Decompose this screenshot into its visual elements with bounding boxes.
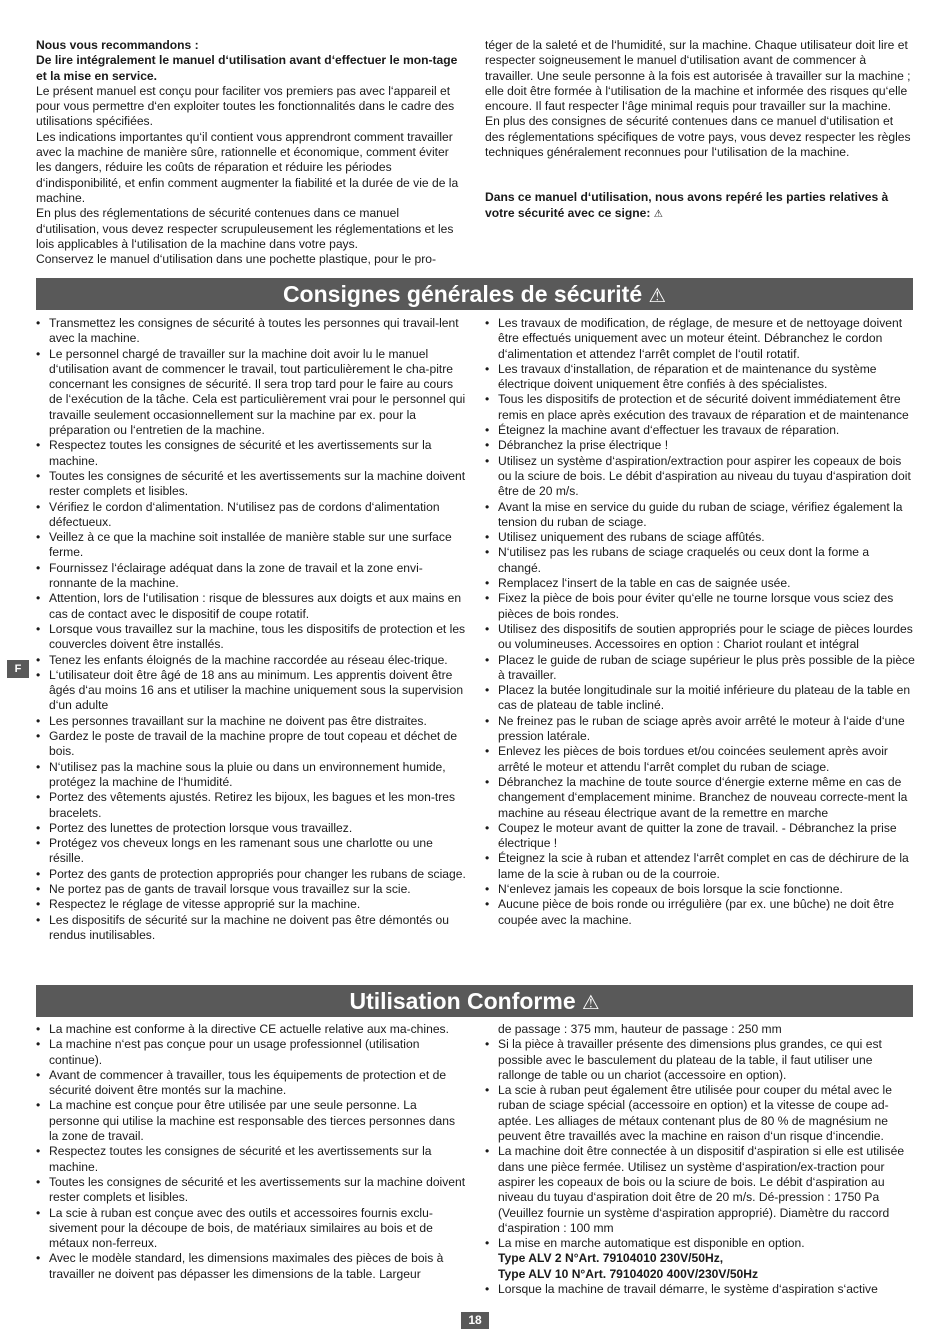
safety-sign-note xyxy=(485,190,913,222)
usage-list-left xyxy=(36,1022,466,1282)
list-item: • Respectez toutes les consignes de sécurité et les avertissements sur la machine. xyxy=(36,438,466,469)
list-item: • Respectez le réglage de vitesse approprié sur la machine. xyxy=(36,897,466,912)
intro-heading: Nous vous recommandons : xyxy=(36,38,199,52)
list-item: • Tenez les enfants éloignés de la machine raccordée au réseau élec-trique. xyxy=(36,653,466,668)
list-item: • Portez des lunettes de protection lorsque vous travaillez. xyxy=(36,821,466,836)
list-item: • Fixez la pièce de bois pour éviter qu‘elle ne tourne lorsque vous sciez des pièces de bois rondes. xyxy=(485,591,915,622)
list-item: • Portez des vêtements ajustés. Retirez les bijoux, les bagues et les mon-tres bracelets. xyxy=(36,790,466,821)
section2-right-column xyxy=(485,1022,915,1297)
list-item: • Les dispositifs de sécurité sur la machine ne doivent pas être démontés ou rendus inutilisables. xyxy=(36,913,466,944)
list-item: • Lorsque la machine de travail démarre, le système d‘aspiration s‘active xyxy=(485,1282,915,1297)
model-type-line-2: Type ALV 10 N°Art. 79104020 400V/230V/50Hz xyxy=(498,1266,759,1281)
list-item: • Éteignez la scie à ruban et attendez l‘arrêt complet en cas de déchirure de la lame de la scie à ruban ou de la courroie. xyxy=(485,851,915,882)
warning-icon: ⚠ xyxy=(653,208,663,220)
section1-left-column xyxy=(36,316,466,943)
list-item: • La scie à ruban est conçue avec des outils et accessoires fournis exclu-sivement pour la découpe de bois, de matériaux similaires au bois et de métaux non-ferreux. xyxy=(36,1206,466,1252)
list-item: • N‘enlevez jamais les copeaux de bois lorsque la scie fonctionne. xyxy=(485,882,915,897)
list-item: • Remplacez l‘insert de la table en cas de saignée usée. xyxy=(485,576,915,591)
list-item: • Placez le guide de ruban de sciage supérieur le plus près possible de la pièce à travailler. xyxy=(485,653,915,684)
list-item: • Transmettez les consignes de sécurité à toutes les personnes qui travail-lent avec la machine. xyxy=(36,316,466,347)
safety-list-left xyxy=(36,316,466,943)
list-item: • Vérifiez le cordon d‘alimentation. N‘utilisez pas de cordons d‘alimentation défectueux. xyxy=(36,500,466,531)
language-tab: F xyxy=(7,660,29,678)
list-item: • Toutes les consignes de sécurité et les avertissements sur la machine doivent rester complets et lisibles. xyxy=(36,469,466,500)
list-item: • Le personnel chargé de travailler sur la machine doit avoir lu le manuel d‘utilisation avant de commencer le travail, tout particulièrement le cha-pitre concernant les consignes de sécurité. Il sera trop tard pour le faire au cours de l‘exécution de la tâche. Cela est particulièrement vrai pour le personnel qui travaille seulement occasionnellement sur la machine par ex. pour la préparation ou l‘entretien de la machine. xyxy=(36,347,466,439)
page-number: 18 xyxy=(461,1312,489,1329)
list-item: • La mise en marche automatique est disponible en option. xyxy=(485,1236,915,1251)
list-item: • Respectez toutes les consignes de sécurité et les avertissements sur la machine. xyxy=(36,1144,466,1175)
list-item: • Les travaux de modification, de réglage, de mesure et de nettoyage doivent être effectués uniquement avec un moteur éteint. Débranchez le cordon d‘alimentation et attendez l‘arrêt complet de l‘outil rotatif. xyxy=(485,316,915,362)
list-item: • Les travaux d‘installation, de réparation et de maintenance du système électrique doivent uniquement être confiés à des spécialistes. xyxy=(485,362,915,393)
intro-paragraph-1: Le présent manuel est conçu pour faciliter vos premiers pas avec l‘appareil et pour vous permettre d‘en exploiter toutes les fonctionnalités dans le cadre des utilisations spécifiées. xyxy=(36,83,455,129)
intro-paragraph-2: Les indications importantes qu‘il contient vous apprendront comment travailler avec la machine de manière sûre, rationnelle et économique, comment éviter les dangers, réduire les coûts de réparation et réduire les périodes d‘indisponibilité, et enfin comment augmenter la fiabilité et la durée de vie de la machine. xyxy=(36,129,459,205)
list-item: • Éteignez la machine avant d‘effectuer les travaux de réparation. xyxy=(485,423,915,438)
section1-right-column xyxy=(485,316,915,928)
list-item: • Tous les dispositifs de protection et de sécurité doivent immédiatement être remis en place après exécution des travaux de réparation et de maintenance xyxy=(485,392,915,423)
list-item: • Coupez le moteur avant de quitter la zone de travail. - Débranchez la prise électrique ! xyxy=(485,821,915,852)
list-item: • Fournissez l‘éclairage adéquat dans la zone de travail et la zone envi-ronnante de la machine. xyxy=(36,561,466,592)
list-item: • Ne freinez pas le ruban de sciage après avoir arrêté le moteur à l‘aide d‘une pression latérale. xyxy=(485,714,915,745)
list-item: • N‘utilisez pas les rubans de sciage craquelés ou ceux dont la forme a changé. xyxy=(485,545,915,576)
section-title: Utilisation Conforme xyxy=(349,988,576,1014)
warning-icon: ⚠ xyxy=(648,285,667,307)
list-item: • L‘utilisateur doit être âgé de 18 ans au minimum. Les apprentis doivent être âgés d‘au moins 16 ans et utiliser la machine uniquement sous la supervision d‘un adulte xyxy=(36,668,466,714)
intro-left-column xyxy=(36,38,464,267)
section-banner-consignes xyxy=(36,278,913,310)
list-item: • Utilisez un système d‘aspiration/extraction pour aspirer les copeaux de bois ou la sciure de bois. Le débit d‘aspiration au niveau du tuyau d‘aspiration doit être de 20 m/s. xyxy=(485,454,915,500)
list-item: • Gardez le poste de travail de la machine propre de tout copeau et déchet de bois. xyxy=(36,729,466,760)
intro-subheading: De lire intégralement le manuel d‘utilisation avant d‘effectuer le mon-tage et la mise en service. xyxy=(36,53,458,83)
list-item: • Utilisez uniquement des rubans de sciage affûtés. xyxy=(485,530,915,545)
intro-right-paragraph-1: téger de la saleté et de l‘humidité, sur la machine. Chaque utilisateur doit lire et respecter soigneusement le manuel d‘utilisation avant de commencer à travailler. Une seule personne à la fois est autorisée à travailler sur la machine ; elle doit être formée à l‘utilisation de la machine et informée des risques qu‘elle encoure. Il faut respecter l‘âge minimal requis pour travailler sur la machine. xyxy=(485,38,911,114)
usage-list-right-end xyxy=(485,1282,915,1297)
list-item: • Avant de commencer à travailler, tous les équipements de protection et de sécurité doivent être montés sur la machine. xyxy=(36,1068,466,1099)
list-item: • Portez des gants de protection appropriés pour changer les rubans de sciage. xyxy=(36,867,466,882)
section-banner-utilisation xyxy=(36,985,913,1017)
list-item: • La machine est conçue pour être utilisée par une seule personne. La personne qui utilise la machine est responsable des tierces personnes dans la zone de travail. xyxy=(36,1098,466,1144)
list-item: • Les personnes travaillant sur la machine ne doivent pas être distraites. xyxy=(36,714,466,729)
usage-list-right xyxy=(485,1037,915,1251)
list-item: • Ne portez pas de gants de travail lorsque vous travaillez sur la scie. xyxy=(36,882,466,897)
list-item: • La machine doit être connectée à un dispositif d‘aspiration si elle est utilisée dans une pièce fermée. Utilisez un système d‘aspiration/ex-traction pour aspirer les copeaux de bois ou la sciure de bois. Le débit d‘aspiration au niveau du tuyau d‘aspiration doit être de 20 m/s. Dé-pression : 1750 Pa (Veuillez fournie un système d‘aspiration approprié). Diamètre du raccord d‘aspiration : 100 mm xyxy=(485,1144,915,1236)
list-item: • La machine est conforme à la directive CE actuelle relative aux ma-chines. xyxy=(36,1022,466,1037)
list-item: • Débranchez la machine de toute source d‘énergie externe même en cas de changement d‘emplacement minime. Branchez de nouveau correcte-ment la machine au réseau électrique avant de la remettre en marche xyxy=(485,775,915,821)
intro-right-column xyxy=(485,38,913,222)
section-title: Consignes générales de sécurité xyxy=(282,281,643,307)
list-item: • Aucune pièce de bois ronde ou irrégulière (par ex. une bûche) ne doit être coupée avec la machine. xyxy=(485,897,915,928)
list-item: • La scie à ruban peut également être utilisée pour couper du métal avec le ruban de sciage spécial (accessoire en option) et la vitesse de coupe ad-aptée. Les alliages de métaux contenant plus de 80 % de magnésium ne peuvent être travaillés avec la machine en raison d‘un risque d‘incendie. xyxy=(485,1083,915,1144)
list-item: • Attention, lors de l‘utilisation : risque de blessures aux doigts et aux mains en cas de contact avec le dispositif de coupe rotatif. xyxy=(36,591,466,622)
safety-list-right xyxy=(485,316,915,928)
continuation-text: de passage : 375 mm, hauteur de passage : 250 mm xyxy=(498,1022,782,1036)
list-item: • Si la pièce à travailler présente des dimensions plus grandes, ce qui est possible avec le basculement du plateau de la table, il faut utiliser une rallonge de table ou un chariot (accessoire en option). xyxy=(485,1037,915,1083)
list-item: • N‘utilisez pas la machine sous la pluie ou dans un environnement humide, protégez la machine de l‘humidité. xyxy=(36,760,466,791)
list-item: • Veillez à ce que la machine soit installée de manière stable sur une surface ferme. xyxy=(36,530,466,561)
model-type-line-1: Type ALV 2 N°Art. 79104010 230V/50Hz, xyxy=(498,1251,724,1266)
list-item: • Débranchez la prise électrique ! xyxy=(485,438,915,453)
list-item: • Toutes les consignes de sécurité et les avertissements sur la machine doivent rester complets et lisibles. xyxy=(36,1175,466,1206)
intro-right-paragraph-2: En plus des consignes de sécurité contenues dans ce manuel d‘utilisation et des réglementations spécifiques de votre pays, vous devez respecter les règles techniques généralement reconnues pour l‘utilisation de la machine. xyxy=(485,114,911,160)
list-item: • Avec le modèle standard, les dimensions maximales des pièces de bois à travailler ne doivent pas dépasser les dimensions de la table. Largeur xyxy=(36,1251,466,1282)
list-item: • Enlevez les pièces de bois tordues et/ou coincées seulement après avoir arrêté le moteur et attendu l‘arrêt complet du ruban de sciage. xyxy=(485,744,915,775)
warning-icon: ⚠ xyxy=(582,992,600,1014)
list-item: • Avant la mise en service du guide du ruban de sciage, vérifiez également la tension du ruban de sciage. xyxy=(485,500,915,531)
list-item: • Lorsque vous travaillez sur la machine, tous les dispositifs de protection et les couvercles doivent être installés. xyxy=(36,622,466,653)
section2-left-column xyxy=(36,1022,466,1282)
list-item: • Placez la butée longitudinale sur la moitié inférieure du plateau de la table en cas de plateau de table incliné. xyxy=(485,683,915,714)
list-item: • Utilisez des dispositifs de soutien appropriés pour le sciage de pièces lourdes ou volumineuses. Accessoires en option : Chariot roulant et intégral xyxy=(485,622,915,653)
list-item: • Protégez vos cheveux longs en les ramenant sous une charlotte ou une résille. xyxy=(36,836,466,867)
intro-paragraph-3: En plus des réglementations de sécurité contenues dans ce manuel d‘utilisation, vous devez respecter scrupuleusement les réglementations et les lois applicables à l‘utilisation de la machine dans votre pays. xyxy=(36,206,454,251)
safety-sign-text: Dans ce manuel d‘utilisation, nous avons repéré les parties relatives à votre sécurité avec ce signe: xyxy=(485,190,889,220)
list-item: • La machine n‘est pas conçue pour un usage professionnel (utilisation continue). xyxy=(36,1037,466,1068)
intro-paragraph-4: Conservez le manuel d‘utilisation dans une pochette plastique, pour le pro- xyxy=(36,252,437,267)
